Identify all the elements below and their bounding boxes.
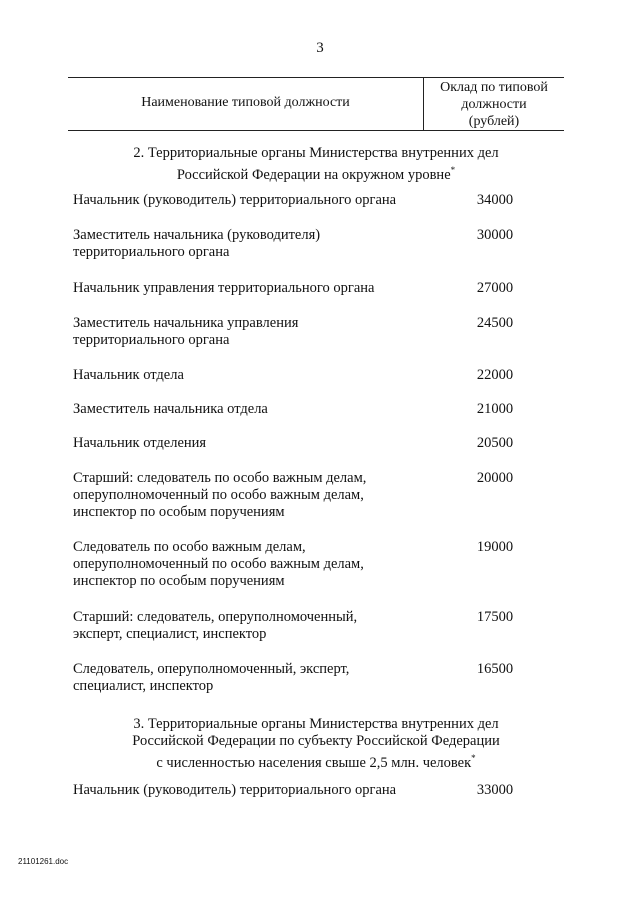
section-2-title — [68, 145, 564, 184]
salary-value: 20000 — [476, 470, 514, 486]
footnote-mark: * — [450, 165, 456, 175]
salary-value: 16500 — [476, 661, 514, 677]
position-name: Начальник отделения — [73, 435, 207, 451]
position-name: Заместитель начальника (руководителя) территориального органа — [73, 227, 321, 260]
position-name: Старший: следователь по особо важным делам, оперуполномоченный по особо важным делам, инспектор по особым поручениям — [73, 470, 367, 520]
section-title-line: Российской Федерации на окружном уровне* — [176, 165, 456, 183]
salary-value: 27000 — [476, 280, 514, 296]
salary-value: 20500 — [476, 435, 514, 451]
salary-value: 21000 — [476, 401, 514, 417]
header-salary — [424, 79, 564, 130]
position-name: Следователь по особо важным делам, оперуполномоченный по особо важным делам, инспектор по особым поручениям — [73, 539, 364, 589]
table-header-top-rule — [68, 77, 564, 78]
position-name: Начальник отдела — [73, 367, 184, 383]
table-header-bottom-rule — [68, 130, 564, 131]
position-name: Начальник (руководитель) территориального органа — [73, 782, 397, 798]
position-name: Начальник (руководитель) территориального органа — [73, 192, 397, 208]
section-title-line: 3. Территориальные органы Министерства внутренних дел — [133, 716, 499, 732]
header-salary-line: должности — [461, 97, 527, 112]
section-title-line: 2. Территориальные органы Министерства внутренних дел — [133, 145, 499, 161]
section-title-line: с численностью населения свыше 2,5 млн. человек* — [156, 753, 476, 771]
salary-value: 24500 — [476, 315, 514, 331]
position-name: Начальник управления территориального органа — [73, 280, 375, 296]
position-name: Заместитель начальника управления территориального органа — [73, 315, 299, 348]
salary-value: 17500 — [476, 609, 514, 625]
footer-file-code: 21101261.doc — [18, 857, 69, 866]
salary-value: 33000 — [476, 782, 514, 798]
header-salary-line: (рублей) — [468, 114, 520, 129]
header-salary-line: Оклад по типовой — [440, 80, 548, 95]
position-name: Старший: следователь, оперуполномоченный, эксперт, специалист, инспектор — [73, 609, 358, 642]
section-3-title — [68, 716, 564, 772]
section-title-line: Российской Федерации по субъекту Российской Федерации — [132, 733, 500, 749]
header-position-name: Наименование типовой должности — [141, 95, 350, 110]
position-name: Заместитель начальника отдела — [73, 401, 268, 417]
salary-value: 22000 — [476, 367, 514, 383]
salary-value: 19000 — [476, 539, 514, 555]
salary-value: 34000 — [476, 192, 514, 208]
page-number: 3 — [316, 40, 324, 56]
footnote-mark: * — [471, 753, 476, 763]
salary-value: 30000 — [476, 227, 514, 243]
position-name: Следователь, оперуполномоченный, эксперт, специалист, инспектор — [73, 661, 350, 694]
